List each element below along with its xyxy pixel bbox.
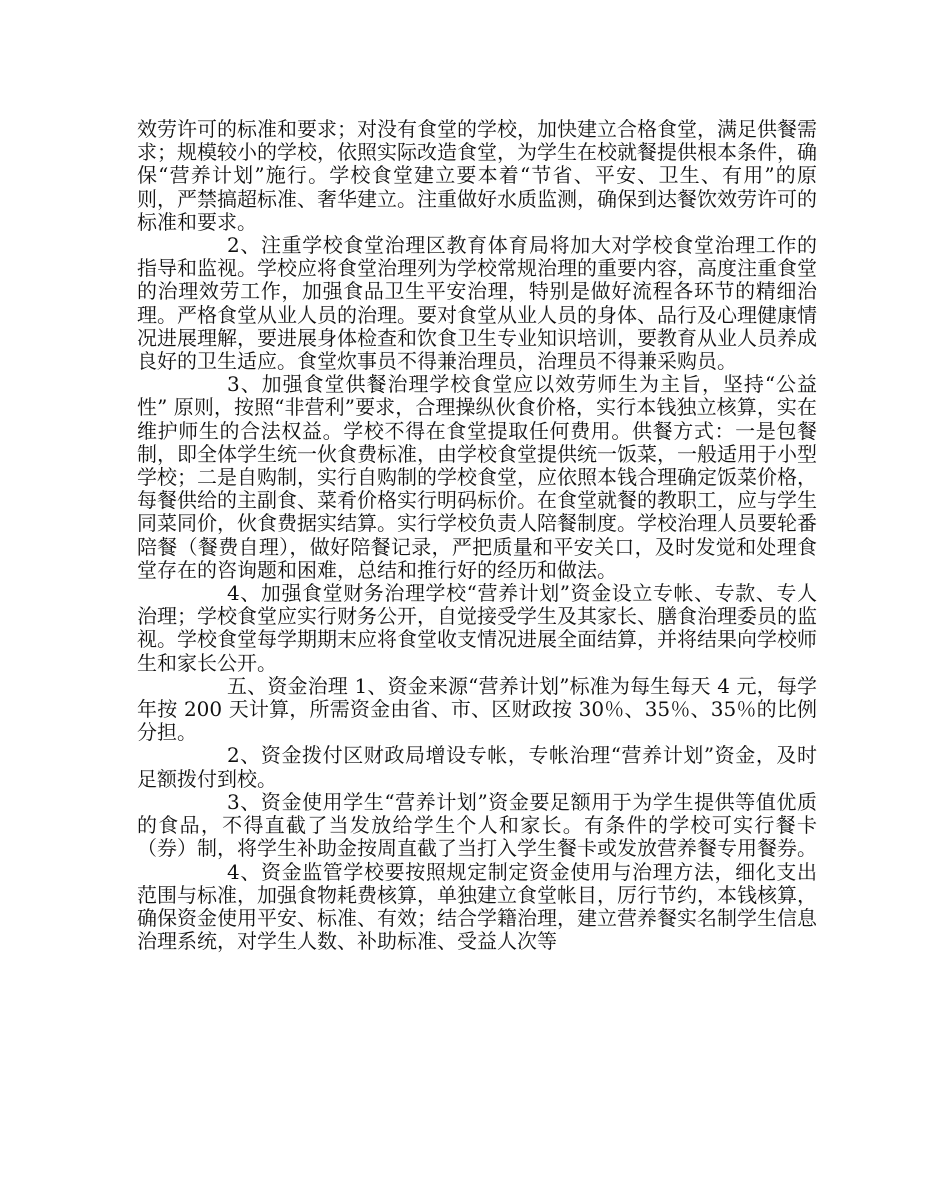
paragraph-6: 2、资金拨付区财政局增设专帐，专帐治理“营养计划”资金，及时足额拨付到校。 [137, 743, 817, 791]
document-page [137, 118, 817, 953]
paragraph-5: 五、资金治理 1、资金来源“营养计划”标准为每生每天 4 元，每学年按 200 天计算，所需资金由省、市、区财政按 30％、35％、35％的比例分担。 [137, 673, 817, 745]
paragraph-3: 3、加强食堂供餐治理学校食堂应以效劳师生为主旨，坚持“公益性” 原则，按照“非营利”要求，合理操纵伙食价格，实行本钱独立核算，实在维护师生的合法权益。学校不得在食堂提取任何费用。供餐方式：一是包餐制，即全体学生统一伙食费标准，由学校食堂提供统一饭菜，一般适用于小型学校；二是自购制，实行自购制的学校食堂，应依照本钱合理确定饭菜价格，每餐供给的主副食、菜肴价格实行明码标价。在食堂就餐的教职工，应与学生同菜同价，伙食费据实结算。实行学校负责人陪餐制度。学校治理人员要轮番陪餐（餐费自理），做好陪餐记录，严把质量和平安关口，及时发觉和处理食堂存在的咨询题和困难，总结和推行好的经历和做法。 [137, 372, 817, 582]
paragraph-7: 3、资金使用学生“营养计划”资金要足额用于为学生提供等值优质的食品，不得直截了当发放给学生个人和家长。有条件的学校可实行餐卡（券）制，将学生补助金按周直截了当打入学生餐卡或发放营养餐专用餐券。 [137, 789, 817, 861]
paragraph-8: 4、资金监管学校要按照规定制定资金使用与治理方法，细化支出范围与标准，加强食物耗费核算，单独建立食堂帐目，厉行节约，本钱核算，确保资金使用平安、标准、有效；结合学籍治理，建立营养餐实名制学生信息治理系统，对学生人数、补助标准、受益人次等 [137, 859, 817, 954]
paragraph-2: 2、注重学校食堂治理区教育体育局将加大对学校食堂治理工作的指导和监视。学校应将食堂治理列为学校常规治理的重要内容，高度注重食堂的治理效劳工作，加强食品卫生平安治理，特别是做好流程各环节的精细治理。严格食堂从业人员的治理。要对食堂从业人员的身体、品行及心理健康情况进展理解，要进展身体检查和饮食卫生专业知识培训，要教育从业人员养成良好的卫生适应。食堂炊事员不得兼治理员，治理员不得兼采购员。 [137, 233, 817, 374]
paragraph-4: 4、加强食堂财务治理学校“营养计划”资金设立专帐、专款、专人治理；学校食堂应实行财务公开，自觉接受学生及其家长、膳食治理委员的监视。学校食堂每学期期末应将食堂收支情况进展全面结算，并将结果向学校师生和家长公开。 [137, 581, 817, 675]
paragraph-1: 效劳许可的标准和要求；对没有食堂的学校，加快建立合格食堂，满足供餐需求；规模较小的学校，依照实际改造食堂，为学生在校就餐提供根本条件，确保“营养计划”施行。学校食堂建立要本着“节省、平安、卫生、有用”的原则，严禁搞超标准、奢华建立。注重做好水质监测，确保到达餐饮效劳许可的标准和要求。 [137, 117, 817, 234]
